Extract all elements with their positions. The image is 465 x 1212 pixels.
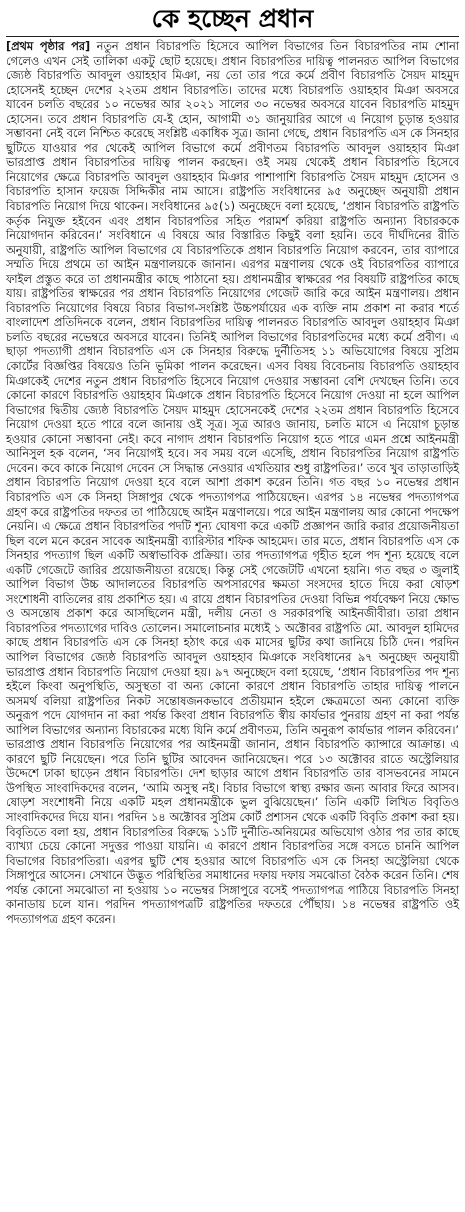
article-body-text: নতুন প্রধান বিচারপতি হিসেবে আপিল বিভাগের তিন বিচারপতির নাম শোনা গেলেও এখন সেই তালিকা একটু ছোট হয়েছে। প্রধান বিচারপতির দায়িত্ব পালনরত আপিল বিভাগের জ্যেষ্ঠ বিচারপতি আবদুল ওয়াহহাব মিঞা, নয় তো তার পরে কর্মে প্রবীণ বিচারপতি সৈয়দ মাহমুদ হোসেনই হচ্ছেন দেশের ২২তম প্রধান বিচারপতি। তাদের মধ্যে বিচারপতি ওয়াহহাব মিঞা অবসরে যাবেন চলতি বছরের ১০ নভেম্বর আর ২০২১ সালের ৩০ নভেম্বর অবসরে যাবেন বিচারপতি মাহমুদ হোসেন। তবে প্রধান বিচারপতি যে-ই হোন, আগামী ৩১ জানুয়ারির আগে এ নিয়োগ চূড়ান্ত হওয়ার সম্ভাবনা নেই বলে নিশ্চিত করেছে সংশ্লিষ্ট একাধিক সূত্র। জানা গেছে, প্রধান বিচারপতি এস কে সিনহার ছুটিতে যাওয়ার পর থেকেই আপিল বিভাগে কর্মে প্রবীণতম বিচারপতি আবদুল ওয়াহহাব মিঞা ভারপ্রাপ্ত প্রধান বিচারপতির দায়িত্ব পালন করছেন। ওই সময় থেকেই প্রধান বিচারপতি হিসেবে নিয়োগের ক্ষেত্রে বিচারপতি আবদুল ওয়াহহাব মিঞার পাশাপাশি বিচারপতি সৈয়দ মাহমুদ হোসেন ও বিচারপতি হাসান ফয়েজ সিদ্দিকীর নাম আসে। রাষ্ট্রপতি সংবিধানের ৯৫ অনুচ্ছেদ অনুযায়ী প্রধান বিচারপতি নিয়োগ দিয়ে থাকেন। সংবিধানের ৯৫(১) অনুচ্ছেদে বলা হয়েছে, ‘প্রধান বিচারপতি রাষ্ট্রপতি কর্তৃক নিযুক্ত হইবেন এবং প্রধান বিচারপতির সহিত পরামর্শ করিয়া রাষ্ট্রপতি অন্যান্য বিচারককে নিয়োগদান করিবেন।’ সংবিধানে এ বিষয়ে আর বিস্তারিত কিছুই বলা হয়নি। তবে দীর্ঘদিনের রীতি অনুযায়ী, রাষ্ট্রপতি আপিল বিভাগের যে বিচারপতিকে প্রধান বিচারপতি নিয়োগ করবেন, তার ব্যাপারে সম্মতি দিয়ে প্রথমে তা আইন মন্ত্রণালয়কে জানান। এরপর মন্ত্রণালয় থেকে ওই বিচারপতির ব্যাপারে ফাইল প্রস্তুত করে তা প্রধানমন্ত্রীর কাছে পাঠানো হয়। প্রধানমন্ত্রীর স্বাক্ষরের পর বিষয়টি রাষ্ট্রপতির কাছে যায়। রাষ্ট্রপতির স্বাক্ষরের পর প্রধান বিচারপতি নিয়োগের গেজেট জারি করে আইন মন্ত্রণালয়। প্রধান বিচারপতি নিয়োগের বিষয়ে বিচার বিভাগ-সংশ্লিষ্ট উচ্চপর্যায়ের এক ব্যক্তি নাম প্রকাশ না করার শর্তে বাংলাদেশ প্রতিদিনকে বলেন, প্রধান বিচারপতির দায়িত্ব পালনরত বিচারপতি আবদুল ওয়াহহাব মিঞা চলতি বছরের নভেম্বরে অবসরে যাবেন। তিনিই আপিল বিভাগের বিচারপতিদের মধ্যে কর্মে প্রবীণ। এ ছাড়া পদত্যাগী প্রধান বিচারপতি এস কে সিনহার বিরুদ্ধে দুর্নীতিসহ ১১ অভিযোগের বিষয়ে সুপ্রিম কোর্টের বিজ্ঞপ্তির বিষয়েও তিনি ভূমিকা পালন করেছেন। এসব বিষয় বিবেচনায় বিচারপতি ওয়াহহাব মিঞাকেই দেশের নতুন প্রধান বিচারপতি হিসেবে নিয়োগ দেওয়ার সম্ভাবনা বেশি দেখছেন তিনি। তবে কোনো কারণে বিচারপতি ওয়াহহাব মিঞাকে প্রধান বিচারপতি হিসেবে নিয়োগ দেওয়া না হলে আপিল বিভাগের দ্বিতীয় জ্যেষ্ঠ বিচারপতি সৈয়দ মাহমুদ হোসেনকেই দেশের ২২তম প্রধান বিচারপতি হিসেবে নিয়োগ দেওয়া হতে পারে বলে জানায় ওই সূত্র। সূত্র আরও জানায়, চলতি মাসে এ নিয়োগ চূড়ান্ত হওয়ার কোনো সম্ভাবনা নেই। কবে নাগাদ প্রধান বিচারপতি নিয়োগ হতে পারে এমন প্রশ্নে আইনমন্ত্রী আনিসুল হক বলেন, ‘সব নিয়োগই হবে। সব সময় বলে এসেছি, প্রধান বিচারপতির নিয়োগ রাষ্ট্রপতি দেবেন। কবে কাকে নিয়োগ দেবেন সে সিদ্ধান্ত নেওয়ার এখতিয়ার শুধু রাষ্ট্রপতির।’ তবে খুব তাড়াতাড়িই প্রধান বিচারপতি নিয়োগ দেওয়া হবে বলে আশা প্রকাশ করেন তিনি। গত বছর ১০ নভেম্বর প্রধান বিচারপতি এস কে সিনহা সিঙ্গাপুর থেকে পদত্যাগপত্র পাঠিয়েছেন। এরপর ১৪ নভেম্বর পদত্যাগপত্র গ্রহণ করে রাষ্ট্রপতির দফতর তা পাঠিয়েছে আইন মন্ত্রণালয়ে। পরে আইন মন্ত্রণালয় আর কোনো পদক্ষেপ নেয়নি। এ ক্ষেত্রে প্রধান বিচারপতির পদটি শূন্য ঘোষণা করে একটি প্রজ্ঞাপন জারি করার প্রয়োজনীয়তা ছিল বলে মনে করেন সাবেক আইনমন্ত্রী ব্যারিস্টার শফিক আহমেদ। তার মতে, প্রধান বিচারপতি এস কে সিনহার পদত্যাগ ছিল একটি অস্বাভাবিক প্রক্রিয়া। তার পদত্যাগপত্র গৃহীত হলে পদ শূন্য হয়েছে বলে একটি গেজেটে জারির প্রয়োজনীয়তা রয়েছে। কিন্তু সেই গেজেটটি এখনো হয়নি। গত বছর ৩ জুলাই আপিল বিভাগ উচ্চ আদালতের বিচারপতি অপসারণের ক্ষমতা সংসদের হাতে দিয়ে করা ষোড়শ সংশোধনী বাতিলের রায় প্রকাশিত হয়। এ রায়ে প্রধান বিচারপতির দেওয়া বিভিন্ন পর্যবেক্ষণ নিয়ে ক্ষোভ ও অসন্তোষ প্রকাশ করে আসছিলেন মন্ত্রী, দলীয় নেতা ও সরকারপন্থি আইনজীবীরা। তারা প্রধান বিচারপতির পদত্যাগের দাবিও তোলেন। সমালোচনার মধ্যেই ১ অক্টোবর রাষ্ট্রপতি মো. আবদুল হামিদের কাছে প্রধান বিচারপতি এস কে সিনহা হঠাৎ করে এক মাসের ছুটির কথা জানিয়ে চিঠি দেন। পরদিন আপিল বিভাগের জ্যেষ্ঠ বিচারপতি আবদুল ওয়াহহাব মিঞাকে সংবিধানের ৯৭ অনুচ্ছেদ অনুযায়ী ভারপ্রাপ্ত প্রধান বিচারপতি নিয়োগ দেওয়া হয়। ৯৭ অনুচ্ছেদে বলা হয়েছে, ‘প্রধান বিচারপতির পদ শূন্য হইলে কিংবা অনুপস্থিতি, অসুস্থতা বা অন্য কোনো কারণে প্রধান বিচারপতি তাহার দায়িত্ব পালনে অসমর্থ বলিয়া রাষ্ট্রপতির নিকট সন্তোষজনকভাবে প্রতীয়মান হইলে ক্ষেত্রমতো অন্য কোনো ব্যক্তি অনুরূপ পদে যোগদান না করা পর্যন্ত কিংবা প্রধান বিচারপতি স্বীয় কার্যভার পুনরায় গ্রহণ না করা পর্যন্ত আপিল বিভাগের অন্যান্য বিচারকের মধ্যে যিনি কর্মে প্রবীণতম, তিনি অনুরূপ কার্যভার পালন করিবেন।’ ভারপ্রাপ্ত প্রধান বিচারপতি নিয়োগের পর আইনমন্ত্রী জানান, প্রধান বিচারপতি ক্যান্সারে আক্রান্ত। এ কারণে ছুটি নিয়েছেন। পরে তিনি ছুটির আবেদন জানিয়েছেন। পরে ১৩ অক্টোবর রাতে অস্ট্রেলিয়ার উদ্দেশে ঢাকা ছাড়েন প্রধান বিচারপতি। দেশ ছাড়ার আগে প্রধান বিচারপতি তার বাসভবনের সামনে উপস্থিত সাংবাদিকদের বলেন, ‘আমি অসুস্থ নই। বিচার বিভাগে স্বাস্থ্য রক্ষার জন্য আবার ফিরে আসব। ষোড়শ সংশোধনী নিয়ে একটি মহল প্রধানমন্ত্রীকে ভুল বুঝিয়েছেন।’ তিনি একটি লিখিত বিবৃতিও সাংবাদিকদের দিয়ে যান। পরদিন ১৪ অক্টোবর সুপ্রিম কোর্ট প্রশাসন থেকে একটি বিবৃতি প্রকাশ করা হয়। বিবৃতিতে বলা হয়, প্রধান বিচারপতির বিরুদ্ধে ১১টি দুর্নীতি-অনিয়মের অভিযোগ ওঠার পর তার কাছে ব্যাখ্যা চেয়ে কোনো সদুত্তর পাওয়া যায়নি। এ কারণে প্রধান বিচারপতির সঙ্গে বসতে চাননি আপিল বিভাগের বিচারপতিরা। এরপর ছুটি শেষ হওয়ার আগে বিচারপতি এস কে সিনহা অস্ট্রেলিয়া থেকে সিঙ্গাপুরে আসেন। সেখানে উদ্ভূত পরিস্থিতির সমাধানের দফায় দফায় সমঝোতা বৈঠক করেন তিনি। শেষ পর্যন্ত কোনো সমঝোতা না হওয়ায় ১০ নভেম্বর সিঙ্গাপুরে বসেই পদত্যাগপত্র পাঠিয়ে বিচারপতি সিনহা কানাডায় চলে যান। পরদিন পদত্যাগপত্রটি রাষ্ট্রপতির দফতরে পৌঁছায়। ১৪ নভেম্বর রাষ্ট্রপতি ওই পদত্যাগপত্র গ্রহণ করেন। [6,40,459,926]
headline-divider [6,36,459,37]
continuation-label: [প্রথম পৃষ্ঠার পর] [6,40,91,53]
article-body [6,40,459,927]
article-headline: কে হচ্ছেন প্রধান [151,4,314,33]
